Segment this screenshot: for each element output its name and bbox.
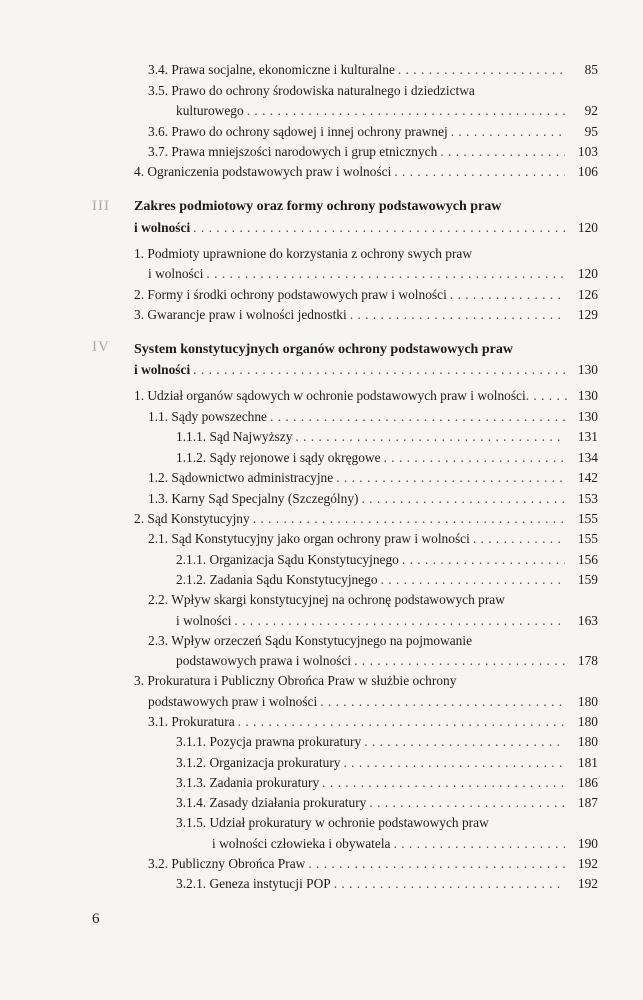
toc-entry: 3.6. Prawo do ochrony sądowej i innej ochrony prawnej . . . 95 bbox=[148, 124, 598, 140]
toc-entry: 1. Udział organów sądowych w ochronie podstawowych praw i wolności . . . 130 bbox=[134, 388, 598, 404]
toc-entry: podstawowych prawa i wolności . . . 178 bbox=[176, 653, 598, 669]
chapter-title-line: System konstytucyjnych organów ochrony podstawowych praw bbox=[134, 342, 513, 357]
toc-entry: 3.7. Prawa mniejszości narodowych i grup etnicznych . . . 103 bbox=[148, 144, 598, 160]
toc-entry: 2.1. Sąd Konstytucyjny jako organ ochrony praw i wolności . . . 155 bbox=[148, 531, 598, 547]
toc-entry-line: 1. Podmioty uprawnione do korzystania z ochrony swych praw bbox=[134, 246, 473, 261]
toc-entry-line: 2.2. Wpływ skargi konstytucyjnej na ochronę podstawowych praw bbox=[148, 592, 505, 607]
chapter-number-iv: IV bbox=[92, 339, 110, 355]
toc-entry: 2. Formy i środki ochrony podstawowych praw i wolności . . . 126 bbox=[134, 287, 598, 303]
toc-entry: i wolności człowieka i obywatela . . . 190 bbox=[212, 836, 598, 852]
toc-entry: 3.1.4. Zasady działania prokuratury . . . 187 bbox=[176, 795, 598, 811]
toc-entry: 4. Ograniczenia podstawowych praw i wolności . . . 106 bbox=[134, 164, 598, 180]
toc-entry: 3.1.1. Pozycja prawna prokuratury . . . 180 bbox=[176, 734, 598, 750]
toc-entry: 1.2. Sądownictwo administracyjne . . . 142 bbox=[148, 470, 598, 486]
page-number: 6 bbox=[92, 911, 100, 927]
toc-entry: podstawowych praw i wolności . . . 180 bbox=[148, 694, 598, 710]
toc-entry: 3.2. Publiczny Obrońca Praw . . . 192 bbox=[148, 856, 598, 872]
toc-entry: 3.4. Prawa socjalne, ekonomiczne i kulturalne . . . 85 bbox=[148, 62, 598, 78]
toc-entry: 2.1.1. Organizacja Sądu Konstytucyjnego . . . 156 bbox=[176, 552, 598, 568]
chapter-number-iii: III bbox=[92, 198, 110, 214]
toc-entry: 1.3. Karny Sąd Specjalny (Szczególny) . . . 153 bbox=[148, 491, 598, 507]
toc-entry: i wolności . . . 163 bbox=[176, 613, 598, 629]
toc-entry: 3. Gwarancje praw i wolności jednostki . . . 129 bbox=[134, 307, 598, 323]
toc-entry: 2.1.2. Zadania Sądu Konstytucyjnego . . . 159 bbox=[176, 572, 598, 588]
chapter-title: i wolności . . . 120 bbox=[134, 220, 598, 236]
toc-entry: 1.1. Sądy powszechne . . . 130 bbox=[148, 409, 598, 425]
chapter-title-line: Zakres podmiotowy oraz formy ochrony podstawowych praw bbox=[134, 199, 502, 214]
toc-entry: kulturowego . . . 92 bbox=[176, 103, 598, 119]
toc-entry-line: 2.3. Wpływ orzeczeń Sądu Konstytucyjnego na pojmowanie bbox=[148, 633, 473, 648]
toc-entry: 3.2.1. Geneza instytucji POP . . . 192 bbox=[176, 876, 598, 892]
toc-entry-line: 3.1.5. Udział prokuratury w ochronie podstawowych praw bbox=[176, 815, 489, 830]
toc-entry: i wolności . . . 120 bbox=[148, 266, 598, 282]
toc-entry-line: 3.5. Prawo do ochrony środowiska naturalnego i dziedzictwa bbox=[148, 83, 475, 98]
chapter-title: i wolności . . . 130 bbox=[134, 362, 598, 378]
toc-entry: 3.1. Prokuratura . . . 180 bbox=[148, 714, 598, 730]
toc-entry: 3.1.2. Organizacja prokuratury . . . 181 bbox=[176, 755, 598, 771]
toc-entry: 3.1.3. Zadania prokuratury . . . 186 bbox=[176, 775, 598, 791]
toc-entry: 2. Sąd Konstytucyjny . . . 155 bbox=[134, 511, 598, 527]
toc-entry: 1.1.2. Sądy rejonowe i sądy okręgowe . . . 134 bbox=[176, 450, 598, 466]
toc-entry: 1.1.1. Sąd Najwyższy . . . 131 bbox=[176, 429, 598, 445]
toc-entry-line: 3. Prokuratura i Publiczny Obrońca Praw w służbie ochrony bbox=[134, 673, 457, 688]
